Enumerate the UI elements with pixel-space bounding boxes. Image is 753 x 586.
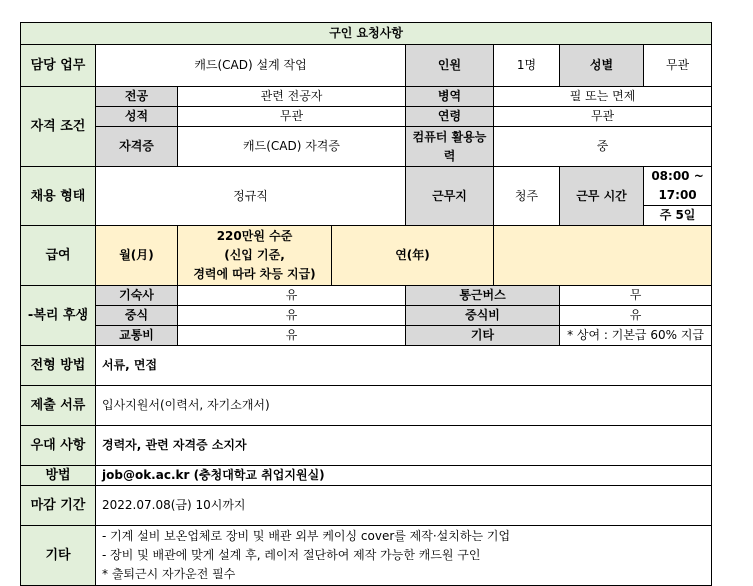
salary-line: 220만원 수준 xyxy=(216,229,293,243)
job-request-form xyxy=(20,22,712,586)
computer-label: 컴퓨터 활용능력 xyxy=(406,127,494,167)
duty-value: 캐드(CAD) 설계 작업 xyxy=(96,45,406,87)
etc-label: 기타 xyxy=(21,526,96,586)
method-value: job@ok.ac.kr (충청대학교 취업지원실) xyxy=(96,466,712,486)
welfare-label: -복리 후생 xyxy=(21,286,96,346)
age-label: 연령 xyxy=(406,107,494,127)
duty-label: 담당 업무 xyxy=(21,45,96,87)
transport-value: 유 xyxy=(178,326,406,346)
transport-label: 교통비 xyxy=(96,326,178,346)
grades-value: 무관 xyxy=(178,107,406,127)
location-label: 근무지 xyxy=(406,167,494,226)
documents-value: 입사지원서(이력서, 자기소개서) xyxy=(96,386,712,426)
major-label: 전공 xyxy=(96,87,178,107)
work-hours-value: 08:00 ~ 17:00 xyxy=(644,167,712,206)
salary-monthly-value xyxy=(178,226,332,286)
certificate-value: 캐드(CAD) 자격증 xyxy=(178,127,406,167)
deadline-value: 2022.07.08(금) 10시까지 xyxy=(96,486,712,526)
preference-label: 우대 사항 xyxy=(21,426,96,466)
etc-value xyxy=(96,526,712,586)
employment-value: 정규직 xyxy=(96,167,406,226)
computer-value: 중 xyxy=(494,127,712,167)
salary-annual-value xyxy=(494,226,712,286)
work-days-value: 주 5일 xyxy=(644,206,712,226)
qualification-label: 자격 조건 xyxy=(21,87,96,167)
welfare-other-label: 기타 xyxy=(406,326,560,346)
age-value: 무관 xyxy=(494,107,712,127)
grades-label: 성적 xyxy=(96,107,178,127)
meal-cost-value: 유 xyxy=(560,306,712,326)
etc-line: * 출퇴근시 자가운전 필수 xyxy=(102,567,236,581)
documents-label: 제출 서류 xyxy=(21,386,96,426)
etc-line: - 기계 설비 보온업체로 장비 및 배관 외부 케이싱 cover를 제작·설치하는 기업 xyxy=(102,529,511,543)
meal-cost-label: 중식비 xyxy=(406,306,560,326)
gender-value: 무관 xyxy=(644,45,712,87)
gender-label: 성별 xyxy=(560,45,644,87)
deadline-label: 마감 기간 xyxy=(21,486,96,526)
dorm-label: 기숙사 xyxy=(96,286,178,306)
headcount-value: 1명 xyxy=(494,45,560,87)
dorm-value: 유 xyxy=(178,286,406,306)
salary-line: 경력에 따라 차등 지급) xyxy=(193,267,316,281)
military-label: 병역 xyxy=(406,87,494,107)
employment-label: 채용 형태 xyxy=(21,167,96,226)
screening-label: 전형 방법 xyxy=(21,346,96,386)
meal-label: 중식 xyxy=(96,306,178,326)
meal-value: 유 xyxy=(178,306,406,326)
salary-label: 급여 xyxy=(21,226,96,286)
certificate-label: 자격증 xyxy=(96,127,178,167)
form-title: 구인 요청사항 xyxy=(21,23,712,45)
screening-value: 서류, 면접 xyxy=(96,346,712,386)
etc-line: - 장비 및 배관에 맞게 설계 후, 레이저 절단하여 제작 가능한 캐드원 구인 xyxy=(102,548,481,562)
bus-label: 통근버스 xyxy=(406,286,560,306)
salary-line: (신입 기준, xyxy=(224,248,285,262)
location-value: 청주 xyxy=(494,167,560,226)
military-value: 필 또는 면제 xyxy=(494,87,712,107)
salary-monthly-label: 월(月) xyxy=(96,226,178,286)
work-time-label: 근무 시간 xyxy=(560,167,644,226)
salary-annual-label: 연(年) xyxy=(332,226,494,286)
major-value: 관련 전공자 xyxy=(178,87,406,107)
welfare-other-value: * 상여 : 기본급 60% 지급 xyxy=(560,326,712,346)
bus-value: 무 xyxy=(560,286,712,306)
headcount-label: 인원 xyxy=(406,45,494,87)
method-label: 방법 xyxy=(21,466,96,486)
preference-value: 경력자, 관련 자격증 소지자 xyxy=(96,426,712,466)
